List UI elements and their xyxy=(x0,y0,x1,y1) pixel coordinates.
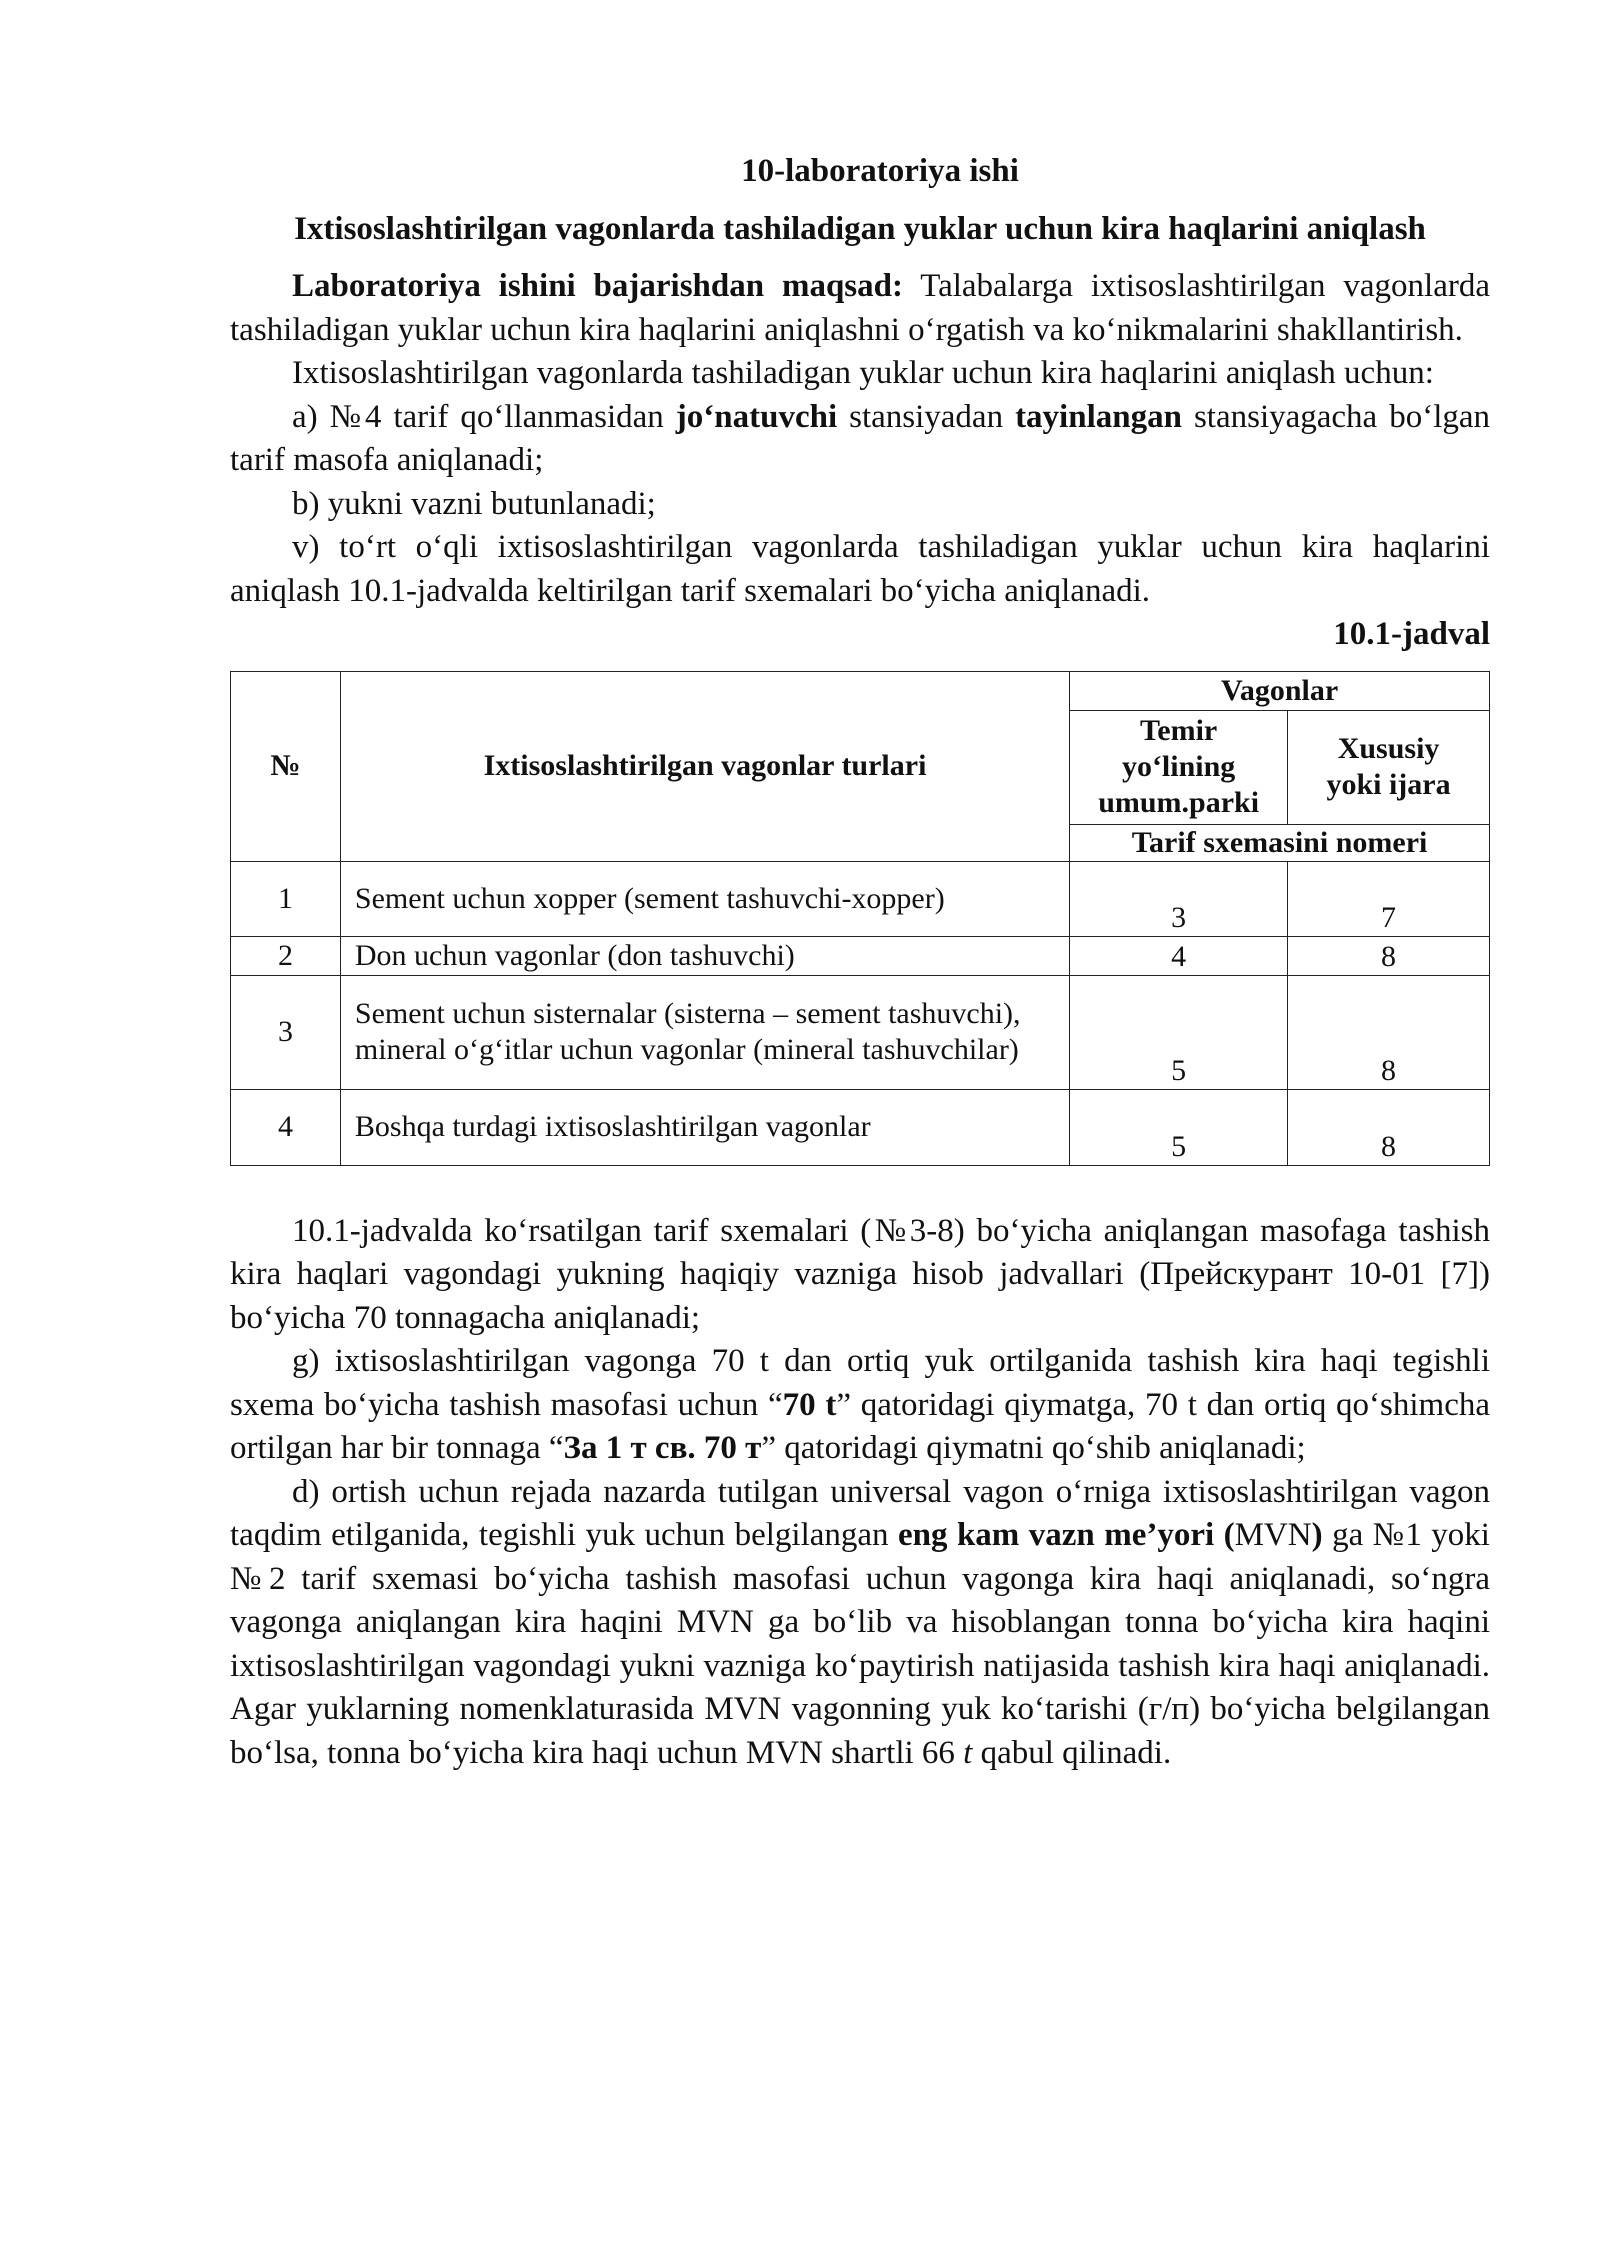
header-num: № xyxy=(231,671,341,861)
header-scheme: Tarif sxemasini nomeri xyxy=(1070,824,1490,861)
table-caption: 10.1-jadval xyxy=(1333,616,1490,652)
header-railway-line-2: yo‘lining xyxy=(1121,750,1236,783)
step-g-bold-2: За 1 т св. 70 т xyxy=(563,1430,762,1466)
step-d-text-2: ga №1 yoki №2 tarif sxemasi bo‘yicha tashish masofasi uchun vagonga kira haqi aniqlanadi, so‘ngra vagonga aniqlangan kira haqini MVN ga bo‘lib va hisoblangan tonna bo‘yicha kira haqini ixtisoslashtirilgan vagondagi yukni vazniga ko‘paytirish natijasida tashish kira haqi aniqlanadi. Agar yuklarning nomenklaturasida MVN vagonning yuk ko‘tarishi (г/п) bo‘yicha belgilangan bo‘lsa, tonna bo‘yicha kira haqi uchun MVN shartli 66 xyxy=(230,1517,1490,1771)
header-private xyxy=(1288,710,1490,824)
intro-paragraph: Ixtisoslashtirilgan vagonlarda tashiladigan yuklar uchun kira haqlarini aniqlash uchun: xyxy=(292,355,1434,391)
goal-label: Laboratoriya ishini bajarishdan maqsad: xyxy=(292,268,903,304)
row-name: Sement uchun xopper (sement tashuvchi-xopper) xyxy=(340,861,1069,936)
step-a-paragraph xyxy=(230,396,1490,483)
step-v-paragraph: v) to‘rt o‘qli ixtisoslashtirilgan vagonlarda tashiladigan yuklar uchun kira haqlarini aniqlash 10.1-jadvalda keltirilgan tarif sxemalari bo‘yicha aniqlanadi. xyxy=(230,529,1490,609)
row-num: 4 xyxy=(231,1089,341,1165)
row-private-scheme: 8 xyxy=(1288,975,1490,1089)
row-railway-scheme: 3 xyxy=(1070,861,1288,936)
row-private-scheme: 8 xyxy=(1288,1089,1490,1165)
table-row xyxy=(231,936,1490,975)
table-row xyxy=(231,975,1490,1089)
row-private-scheme: 7 xyxy=(1288,861,1490,936)
header-railway-line-1: Temir xyxy=(1140,714,1218,747)
step-g-text-1: g) ixtisoslashtirilgan vagonga 70 t dan ortiq yuk ortilganida tashish kira haqi tegishli sxema bo‘yicha tashish masofasi uchun “ xyxy=(230,1343,1490,1423)
header-railway-line-3: umum.parki xyxy=(1098,786,1260,819)
step-d-bold-2: ) xyxy=(1311,1517,1323,1553)
row-railway-scheme: 5 xyxy=(1070,975,1288,1089)
row-railway-scheme: 5 xyxy=(1070,1089,1288,1165)
step-a-text-1: a) №4 tarif qo‘llanmasidan xyxy=(292,398,676,435)
row-name: Boshqa turdagi ixtisoslashtirilgan vagonlar xyxy=(340,1089,1069,1165)
goal-text: Talabalarga ixtisoslashtirilgan vagonlarda tashiladigan yuklar uchun kira haqlarini aniqlashni o‘rgatish va ko‘nikmalarini shakllantirish. xyxy=(230,268,1490,348)
row-railway-scheme: 4 xyxy=(1070,936,1288,975)
step-d-paragraph xyxy=(230,1471,1490,1776)
step-d-italic: t xyxy=(963,1734,973,1771)
header-private-line-2: yoki ijara xyxy=(1326,768,1451,801)
step-a-bold-2: tayinlangan xyxy=(1015,398,1182,435)
row-num: 3 xyxy=(231,975,341,1089)
row-private-scheme: 8 xyxy=(1288,936,1490,975)
step-a-bold-1: jo‘natuvchi xyxy=(675,398,838,435)
row-name: Sement uchun sisternalar (sisterna – sement tashuvchi), mineral o‘g‘itlar uchun vagonlar (mineral tashuvchilar) xyxy=(340,975,1069,1089)
step-a-text-2: stansiyadan xyxy=(837,398,1016,435)
row-name: Don uchun vagonlar (don tashuvchi) xyxy=(340,936,1069,975)
step-b-paragraph: b) yukni vazni butunlanadi; xyxy=(292,485,656,522)
header-private-line-1: Xususiy xyxy=(1337,732,1440,765)
step-a-text-3: stansiyagacha bo‘lgan tarif masofa aniqlanadi; xyxy=(230,398,1491,478)
after-table-paragraph: 10.1-jadvalda ko‘rsatilgan tarif sxemalari (№3-8) bo‘yicha aniqlangan masofaga tashish kira haqlari vagondagi yukning haqiqiy vazniga hisob jadvallari (Прейскурант 10-01 [7]) bo‘yicha 70 tonnagacha aniqlanadi; xyxy=(230,1212,1490,1336)
step-d-bold-1: eng kam vazn me’yori ( xyxy=(898,1517,1235,1553)
goal-paragraph xyxy=(230,265,1490,352)
header-wagon-type: Ixtisoslashtirilgan vagonlar turlari xyxy=(340,671,1069,861)
step-g-text-3: ” qatoridagi qiymatni qo‘shib aniqlanadi; xyxy=(761,1430,1306,1466)
header-railway-park xyxy=(1070,710,1288,824)
step-g-paragraph xyxy=(230,1340,1490,1471)
step-g-text-2: ” qatoridagi qiymatga, 70 t dan ortiq qo‘shimcha ortilgan har bir tonnaga “ xyxy=(230,1386,1490,1466)
row-num: 2 xyxy=(231,936,341,975)
table-row xyxy=(231,1089,1490,1165)
table-row xyxy=(231,861,1490,936)
step-d-text-1: d) ortish uchun rejada nazarda tutilgan universal vagon o‘rniga ixtisoslashtirilgan vagon taqdim etilganida, tegishli yuk uchun belgilangan xyxy=(230,1473,1490,1553)
step-g-bold-1: 70 t xyxy=(782,1386,837,1423)
lab-title: 10-laboratoriya ishi xyxy=(741,153,1019,189)
row-num: 1 xyxy=(231,861,341,936)
header-wagons: Vagonlar xyxy=(1070,671,1490,710)
step-d-text-3: qabul qilinadi. xyxy=(972,1734,1172,1771)
step-d-mvn: MVN xyxy=(1234,1517,1312,1553)
tariff-table xyxy=(230,671,1490,1166)
lab-subtitle: Ixtisoslashtirilgan vagonlarda tashiladigan yuklar uchun kira haqlarini aniqlash xyxy=(294,210,1426,247)
